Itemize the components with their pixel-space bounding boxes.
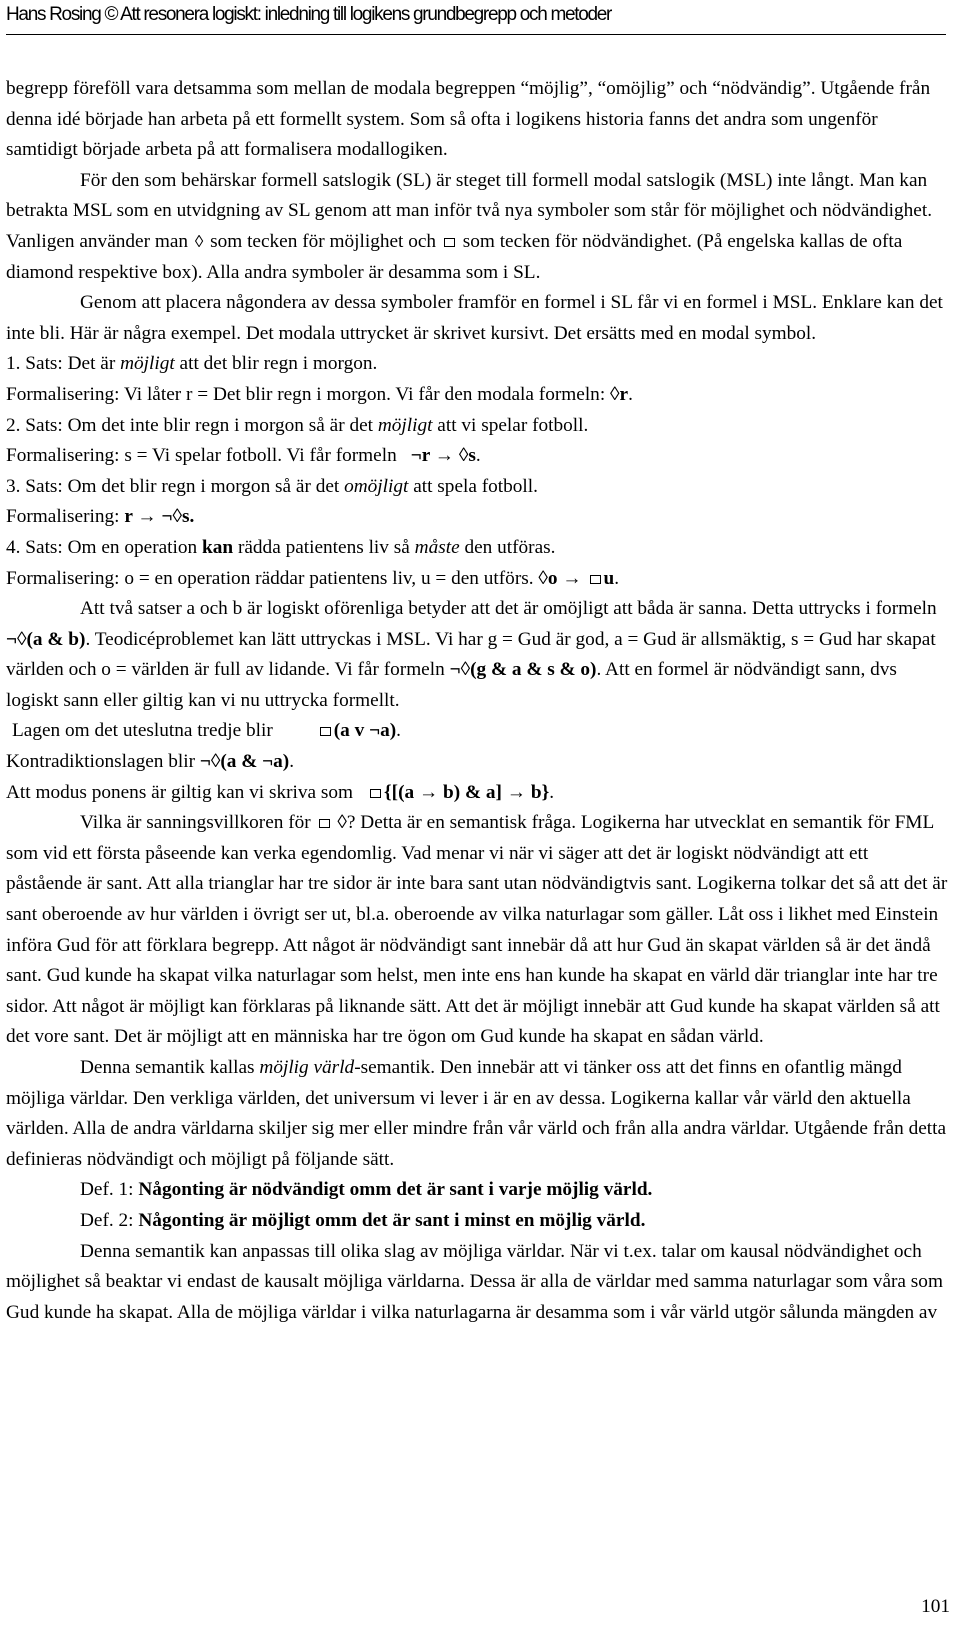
emphasis: kan bbox=[202, 536, 234, 558]
paragraph-text: För den som behärskar formell satslogik (SL) är steget till formell modal satslogik (MSL) inte långt. Man kan betrakta MSL som en utvidgning av SL genom att man inför två nya symboler som står för möjlighet och nödvändighet. Vanligen använder man bbox=[6, 169, 933, 252]
diamond-symbol: ◊ bbox=[194, 231, 204, 251]
law-text: Kontradiktionslagen blir bbox=[6, 751, 196, 773]
punctuation: . bbox=[396, 720, 401, 742]
example-text: 4. Sats: Om en operation bbox=[6, 536, 198, 558]
formula: ¬r → ◊s bbox=[410, 445, 476, 467]
paragraph-text: som tecken för nödvändighet. (På engelska kallas de ofta diamond respektive box). Alla andra symboler är desamma som i SL. bbox=[6, 230, 903, 283]
formalization-2 bbox=[6, 441, 948, 472]
modal-expression: omöjligt bbox=[344, 475, 409, 497]
definition-2 bbox=[6, 1206, 948, 1237]
paragraph-text: Genom att placera någondera av dessa symboler framför en formel i SL får vi en formel i MSL. Enklare kan det inte bli. Här är några exempel. Det modala uttrycket är skrivet kursivt. Det ersätts med en modal symbol. bbox=[6, 292, 943, 344]
law-text: Att modus ponens är giltig kan vi skriva som bbox=[6, 781, 354, 803]
formula: r bbox=[619, 383, 629, 405]
punctuation: . bbox=[628, 383, 633, 405]
definition-label: Def. 1: bbox=[80, 1179, 134, 1201]
law-modus-ponens bbox=[6, 778, 948, 809]
formula: ¬◊(a & b) bbox=[6, 628, 86, 650]
law-contradiction bbox=[6, 747, 948, 778]
punctuation: . bbox=[475, 445, 481, 467]
paragraph-semantics bbox=[6, 808, 948, 1053]
punctuation: . bbox=[549, 781, 555, 803]
paragraph-text: begrepp föreföll vara detsamma som mellan de modala begreppen “möjlig”, “omöjlig” och “nödvändig”. Utgående från denna idé började han arbeta på ett formellt system. Som så ofta i logikens historia fanns det andra som ungenför samtidigt började arbeta på att formalisera modallogiken. bbox=[6, 78, 931, 161]
page-body bbox=[6, 74, 948, 1328]
definition-1 bbox=[6, 1175, 948, 1206]
example-text: rädda patientens liv så bbox=[237, 536, 410, 558]
example-text: att spela fotboll. bbox=[413, 475, 538, 497]
example-2 bbox=[6, 411, 948, 442]
example-4 bbox=[6, 533, 948, 564]
paragraph-text: Vilka är sanningsvillkoren för bbox=[80, 812, 311, 834]
example-text: den utföras. bbox=[464, 536, 556, 558]
formalization-text: Formalisering: Vi låter r = Det blir regn i morgon. Vi får den modala formeln: bbox=[6, 383, 606, 405]
example-text: 2. Sats: Om det inte blir regn i morgon så är det bbox=[6, 414, 373, 436]
paragraph-text: Att två satser a och b är logiskt oförenliga betyder att det är omöjligt att båda är sanna. Detta uttrycks i formeln bbox=[80, 598, 937, 620]
paragraph-text: . Teodicéproblemet kan lätt uttryckas i MSL. Vi har g = Gud är god, a = Gud är allsmäktig, s = Gud har skapat världen och o = världen är full av lidande. Vi får formeln bbox=[6, 628, 936, 681]
example-text: 3. Sats: Om det blir regn i morgon så är det bbox=[6, 475, 340, 497]
formula: ¬◊(a & ¬a) bbox=[199, 751, 290, 773]
example-text: att vi spelar fotboll. bbox=[437, 414, 589, 436]
definition-text: Någonting är möjligt omm det är sant i minst en möjlig värld. bbox=[138, 1209, 646, 1231]
example-1 bbox=[6, 349, 948, 380]
definition-text: Någonting är nödvändigt omm det är sant i varje möjlig värld. bbox=[138, 1179, 653, 1201]
paragraph-intro bbox=[6, 74, 948, 166]
paragraph-text: . Att en formel är nödvändigt sann, dvs logiskt sann eller giltig kan vi nu uttrycka formellt. bbox=[6, 659, 897, 711]
paragraph-text: ? Detta är en semantisk fråga. Logikerna har utvecklat en semantik för FML som vid ett första påseende kan verka egendomlig. Vad menar vi när vi säger att det är logiskt nödvändigt att ett påstående är sant. Att alla trianglar har tre sidor är inte bara sant utan nödvändigtvis sant. Logikerna tolkar det så att det är sant oberoende av hur världen i övrigt ser ut, bl.a. oberoende av vilka naturlagar som gäller. Låt oss i likhet med Einstein införa Gud för att förklara begrepp. Att något är nödvändigt sant innebär då att hur Gud än skapat världen så är det ändå sant. Gud kunde ha skapat vilka naturlagar som helst, men inte ens han kunde ha skapat en värld där trianglar inte har tre sidor. Att något är möjligt kan förklaras på liknande sätt. Att det är möjligt innebär att Gud kunde ha skapat världen så att det vore sant. Det är möjligt att en människa har tre ögon om Gud kunde ha skapat en sådan värld. bbox=[6, 812, 948, 1048]
paragraph-msl-intro bbox=[6, 166, 948, 288]
box-symbol bbox=[590, 575, 601, 584]
box-symbol bbox=[444, 238, 455, 247]
formula: u bbox=[603, 567, 615, 589]
running-header bbox=[6, 4, 946, 35]
formalization-3 bbox=[6, 502, 948, 533]
diamond-symbol: ◊ bbox=[337, 812, 347, 834]
paragraph-possible-worlds bbox=[6, 1053, 948, 1175]
box-symbol bbox=[319, 819, 330, 828]
formula: {[(a → b) & a] → b} bbox=[384, 781, 550, 803]
formalization-text: Formalisering: s = Vi spelar fotboll. Vi får formeln bbox=[6, 445, 397, 467]
formalization-text: Formalisering: o = en operation räddar patientens liv, u = den utförs. bbox=[6, 567, 534, 589]
page-number: 101 bbox=[921, 1596, 950, 1617]
formula: ¬◊(g & a & s & o) bbox=[449, 659, 597, 681]
example-text: att det blir regn i morgon. bbox=[179, 353, 378, 375]
paragraph-text: som tecken för möjlighet och bbox=[210, 230, 437, 252]
formalization-1 bbox=[6, 380, 948, 411]
emphasis: möjlig värld bbox=[259, 1057, 355, 1078]
formula: ◊o → bbox=[538, 567, 582, 589]
paragraph-causal bbox=[6, 1237, 948, 1329]
example-3 bbox=[6, 472, 948, 503]
box-symbol bbox=[320, 727, 331, 736]
diamond-symbol: ◊ bbox=[610, 383, 620, 405]
paragraph-text: Denna semantik kallas bbox=[80, 1057, 255, 1078]
modal-expression: möjligt bbox=[377, 414, 433, 436]
modal-expression: möjligt bbox=[120, 353, 175, 375]
punctuation: . bbox=[289, 751, 295, 773]
law-text: Lagen om det uteslutna tredje blir bbox=[12, 720, 273, 742]
paragraph-text: -semantik. Den innebär att vi tänker oss att det finns en ofantlig mängd möjliga världar. Den verkliga världen, det universum vi lever i är en av dessa. Logikerna kallar vår värld den aktuella världen. Alla de andra världarna skiljer sig mer eller mindre från vår värld och från alla andra världar. Utgående från detta definieras nödvändigt och möjligt på följande sätt. bbox=[6, 1057, 947, 1170]
formula: r → ¬◊s. bbox=[124, 506, 195, 528]
formalization-text: Formalisering: bbox=[6, 506, 120, 528]
punctuation: . bbox=[614, 567, 620, 589]
paragraph-text: Denna semantik kan anpassas till olika slag av möjliga världar. När vi t.ex. talar om kausal nödvändighet och möjlighet så beaktar vi endast de kausalt möjliga världarna. Dessa är alla de världar med samma naturlagar som våra som Gud kunde ha skapat. Alla de möjliga världar i vilka naturlagarna är desamma som i vår värld utgör sålunda mängden av bbox=[6, 1240, 943, 1323]
formula: (a v ¬a) bbox=[333, 720, 397, 742]
paragraph-examples-intro bbox=[6, 288, 948, 349]
paragraph-incompatibility bbox=[6, 594, 948, 716]
example-text: 1. Sats: Det är bbox=[6, 353, 116, 375]
definition-label: Def. 2: bbox=[80, 1209, 134, 1231]
modal-expression: måste bbox=[414, 536, 460, 558]
law-excluded-middle bbox=[6, 716, 948, 747]
box-symbol bbox=[370, 789, 381, 798]
formalization-4 bbox=[6, 564, 948, 595]
header-text: Hans Rosing © Att resonera logiskt: inledning till logikens grundbegrepp och metoder bbox=[6, 4, 612, 25]
